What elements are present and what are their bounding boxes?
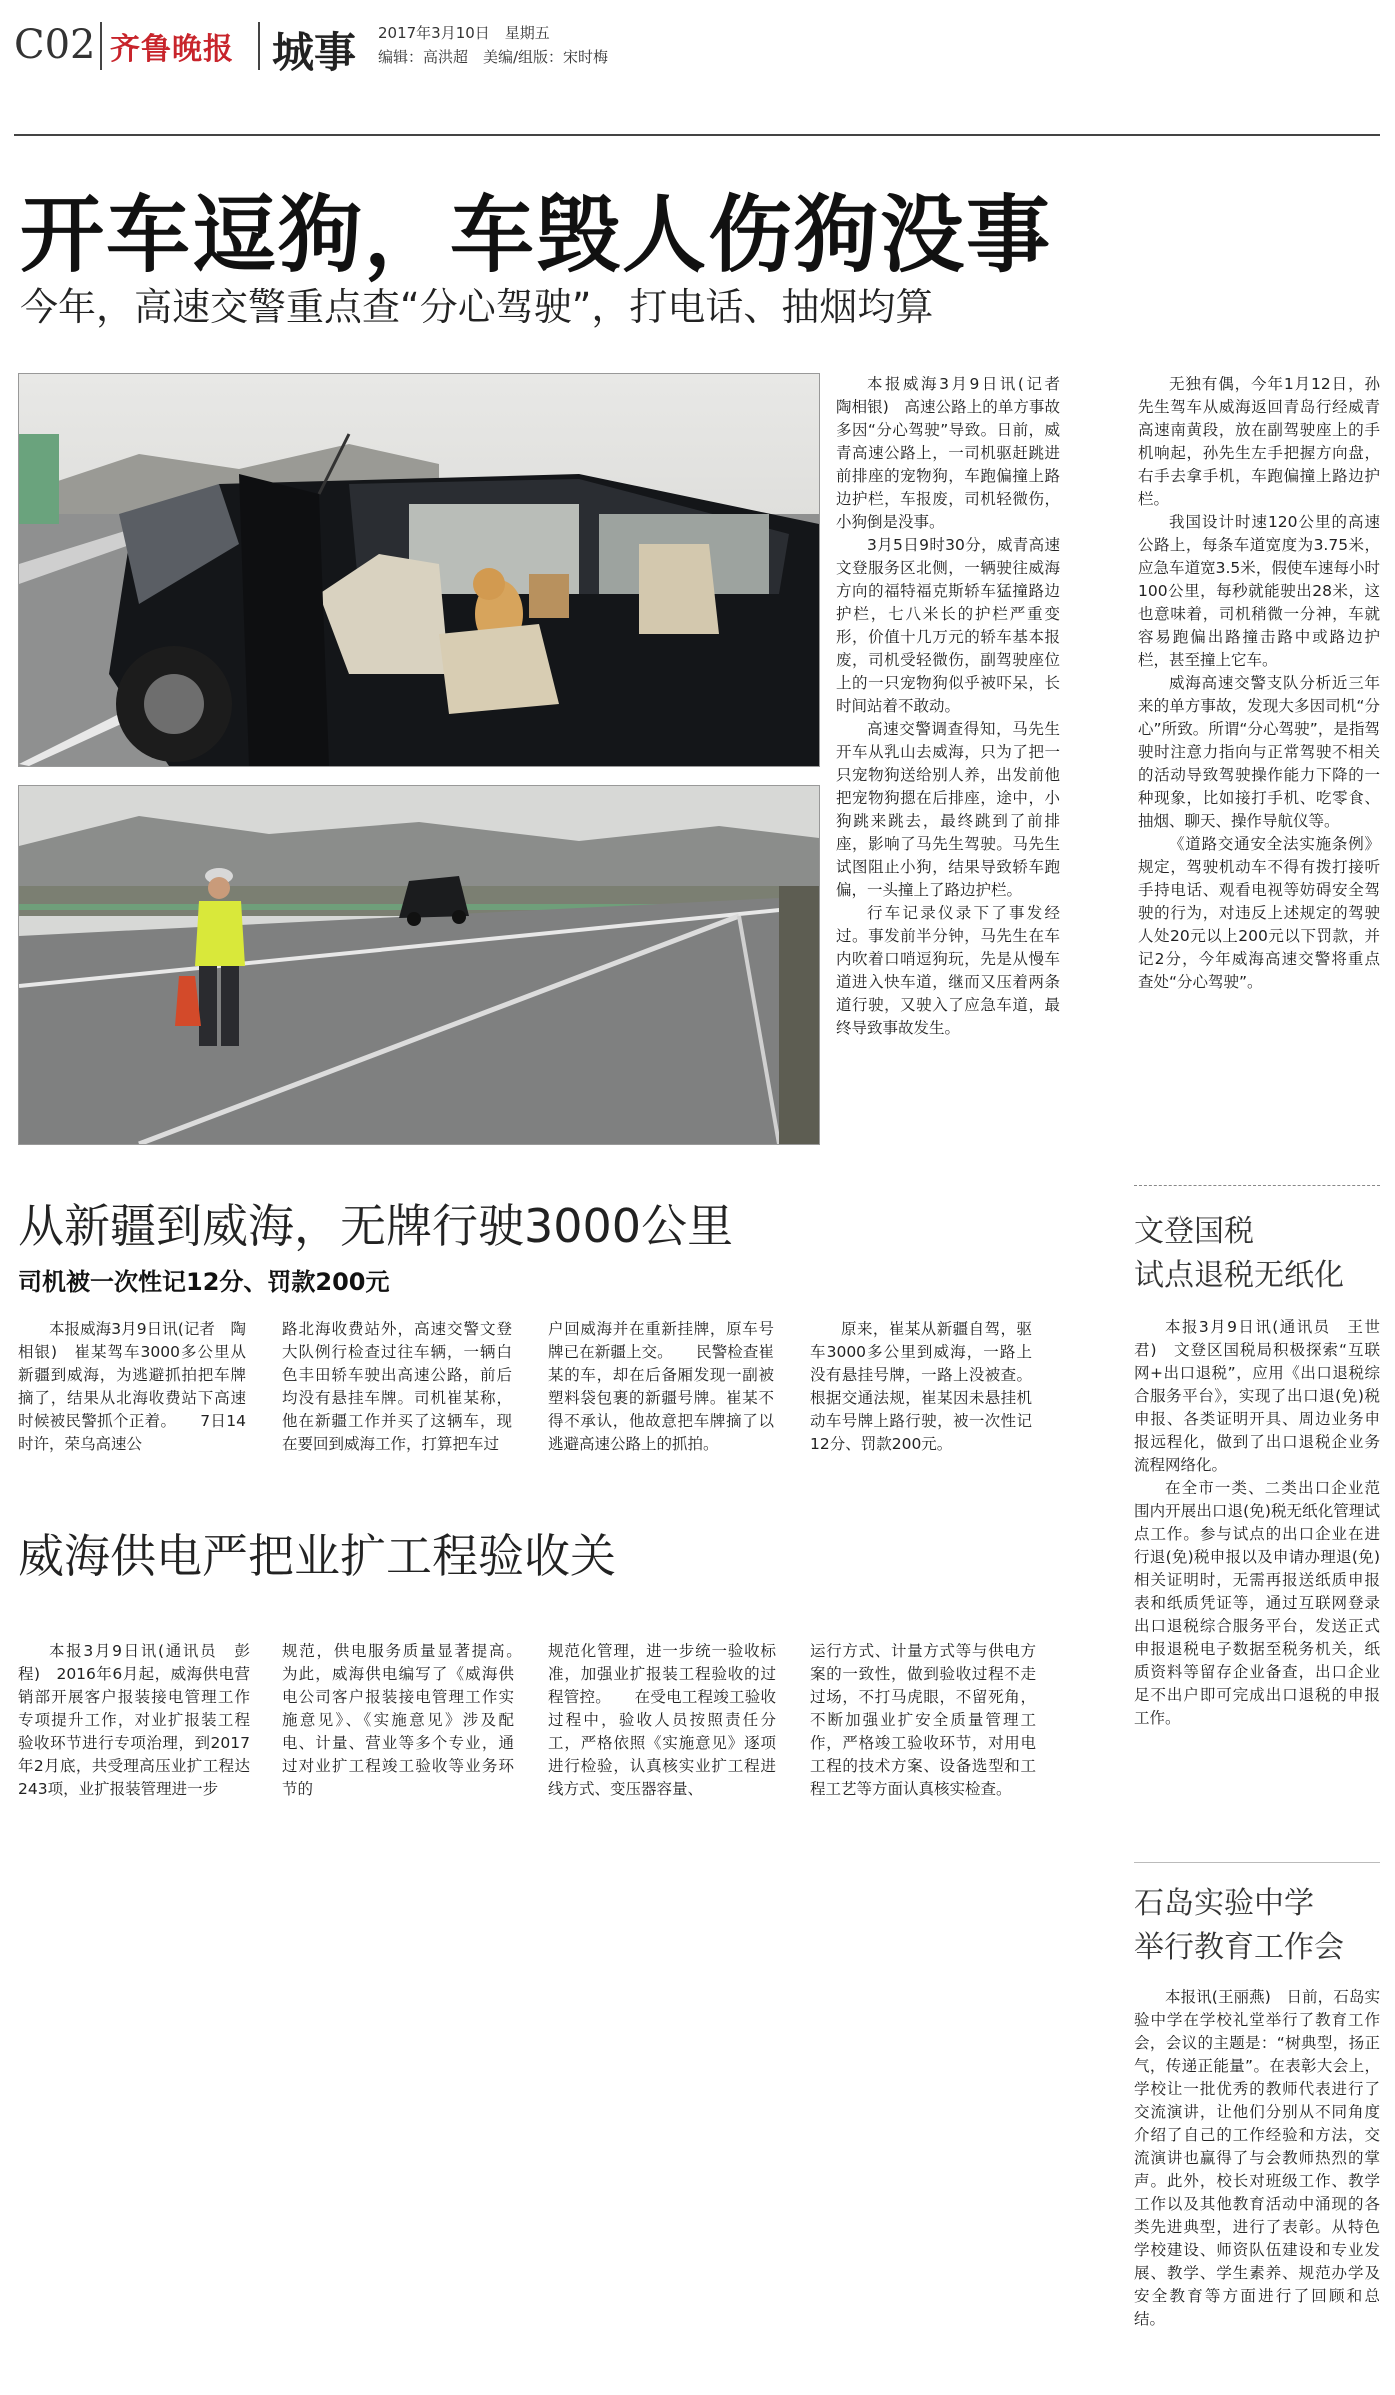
article-paragraph: 《道路交通安全法实施条例》规定，驾驶机动车不得有拨打接听手持电话、观看电视等妨碍安全驾驶的行为，对违反上述规定的驾驶人处20元以上200元以下罚款，并记2分，今年威海高速交警将重点查处“分心驾驶”。 [1138, 835, 1380, 991]
article-column [18, 1318, 246, 1456]
photo-crashed-car [18, 373, 820, 767]
article2-subheadline: 司机被一次性记12分、罚款200元 [18, 1268, 390, 1296]
header-divider [258, 22, 260, 70]
page-number: C02 [14, 22, 96, 68]
article-column [836, 373, 1076, 1040]
headline: 开车逗狗，车毁人伤狗没事 [20, 186, 1053, 284]
sidebar-headline: 文登国税 试点退税无纸化 [1134, 1214, 1344, 1293]
highway-scene-illustration [19, 786, 819, 1144]
header-rule [14, 134, 1380, 136]
article-paragraph: 运行方式、计量方式等与供电方案的一致性，做到验收过程不走过场，不打马虎眼，不留死角，不断加强业扩安全质量管理工作，严格竣工验收环节，对用电工程的技术方案、设备选型和工程工艺等方面认真核实检查。 [810, 1642, 1036, 1798]
article-paragraph: 3月5日9时30分，威青高速文登服务区北侧，一辆驶往威海方向的福特福克斯轿车猛撞路边护栏，七八米长的护栏严重变形，价值十几万元的轿车基本报废，司机受轻微伤，副驾驶座位上的一只宠物狗似乎被吓呆，长时间站着不敢动。 [836, 536, 1060, 715]
article-paragraph: 我国设计时速120公里的高速公路上，每条车道宽度为3.75米，应急车道宽3.5米，假使车速每小时100公里，每秒就能驶出28米，这也意味着，司机稍微一分神，车就容易跑偏出路撞击路中或路边护栏，甚至撞上它车。 [1138, 513, 1380, 669]
crashed-car-illustration [19, 374, 819, 766]
sidebar-divider [1134, 1185, 1380, 1186]
article-paragraph: 行车记录仪录下了事发经过。事发前半分钟，马先生在车内吹着口哨逗狗玩，先是从慢车道进入快车道，继而又压着两条道行驶，又驶入了应急车道，最终导致事故发生。 [836, 904, 1060, 1037]
article-paragraph: 本报3月9日讯(通讯员 彭程) 2016年6月起，威海供电营销部开展客户报装接电管理工作专项提升工作，对业扩报装工程验收环节进行专项治理，到2017年2月底，共受理高压业扩工程达243项，业扩报装管理进一步 [18, 1642, 250, 1798]
masthead-logo: 齐鲁晚报 [110, 32, 234, 67]
section-title: 城事 [272, 28, 357, 77]
article-column [282, 1640, 546, 1801]
article-paragraph: 规范化管理，进一步统一验收标准，加强业扩报装工程验收的过程管控。 在受电工程竣工验收过程中，验收人员按照责任分工，严格依照《实施意见》逐项进行检验，认真核实业扩工程进线方式、变压器容量、 [548, 1642, 776, 1798]
article-paragraph: 威海高速交警支队分析近三年来的单方事故，发现大多因司机“分心”所致。所谓“分心驾驶”，是指驾驶时注意力指向与正常驾驶不相关的活动导致驾驶操作能力下降的一种现象，比如接打手机、吃零食、抽烟、聊天、操作导航仪等。 [1138, 674, 1380, 830]
article-paragraph: 本报威海3月9日讯(记者 陶相银) 崔某驾车3000多公里从新疆到威海，为逃避抓拍把车牌摘了，结果从北海收费站下高速时候被民警抓个正着。 7日14时许，荣乌高速公 [18, 1320, 246, 1453]
subheadline: 今年，高速交警重点查“分心驾驶”，打电话、抽烟均算 [20, 285, 934, 329]
article-paragraph: 规范，供电服务质量显著提高。 为此，威海供电编写了《威海供电公司客户报装接电管理工作实施意见》、《实施意见》涉及配电、计量、营业等多个专业，通过对业扩工程竣工验收等业务环节的 [282, 1642, 546, 1798]
photo-traffic-police [18, 785, 820, 1145]
header-divider [100, 22, 102, 70]
article-paragraph: 本报威海3月9日讯(记者 陶相银) 高速公路上的单方事故多因“分心驾驶”导致。日前，威青高速公路上，一司机驱赶跳进前排座的宠物狗，车跑偏撞上路边护栏，车报废，司机轻微伤，小狗倒是没事。 [836, 375, 1076, 531]
sidebar-divider [1134, 1862, 1380, 1863]
issue-date: 2017年3月10日 星期五 [378, 24, 550, 42]
article-column [548, 1640, 776, 1801]
article2-headline: 从新疆到威海，无牌行驶3000公里 [18, 1199, 734, 1253]
article-column [548, 1318, 774, 1456]
sidebar-article [1134, 1986, 1380, 2331]
article-paragraph: 原来，崔某从新疆自驾，驱车3000多公里到威海，一路上没有悬挂号牌，一路上没被查。根据交通法规，崔某因未悬挂机动车号牌上路行驶，被一次性记12分、罚款200元。 [810, 1320, 1032, 1453]
article-paragraph: 路北海收费站外，高速交警文登大队例行检查过往车辆，一辆白色丰田轿车驶出高速公路，前后均没有悬挂车牌。司机崔某称，他在新疆工作并买了这辆车，现在要回到威海工作，打算把车过 [282, 1320, 512, 1453]
article-paragraph: 在全市一类、二类出口企业范围内开展出口退(免)税无纸化管理试点工作。参与试点的出口企业在进行退(免)税申报以及申请办理退(免)相关证明时，无需再报送纸质申报表和纸质凭证等，通过互联网登录出口退税综合服务平台，发送正式申报退税电子数据至税务机关，纸质资料等留存企业备查，出口企业足不出户即可完成出口退税的申报工作。 [1134, 1479, 1380, 1727]
article3-headline: 威海供电严把业扩工程验收关 [18, 1529, 616, 1583]
article-paragraph: 本报3月9日讯(通讯员 王世君) 文登区国税局积极探索“互联网+出口退税”，应用《出口退税综合服务平台》，实现了出口退(免)税申报、各类证明开具、周边业务申报远程化，做到了出口退税企业务流程网络化。 [1134, 1318, 1380, 1474]
article-column [282, 1318, 512, 1456]
article-paragraph: 高速交警调查得知，马先生开车从乳山去威海，只为了把一只宠物狗送给别人养，出发前他把宠物狗摁在后排座，途中，小狗跳来跳去，最终跳到了前排座，影响了马先生驾驶。马先生试图阻止小狗，结果导致轿车跑偏，一头撞上了路边护栏。 [836, 720, 1060, 899]
article-column [18, 1640, 250, 1801]
article-column [810, 1318, 1032, 1456]
article-paragraph: 户回威海并在重新挂牌，原车号牌已在新疆上交。 民警检查崔某的车，却在后备厢发现一副被塑料袋包裹的新疆号牌。崔某不得不承认，他故意把车牌摘了以逃避高速公路上的抓拍。 [548, 1320, 774, 1453]
article-paragraph: 本报讯(王丽燕) 日前，石岛实验中学在学校礼堂举行了教育工作会，会议的主题是：“树典型，扬正气，传递正能量”。在表彰大会上，学校让一批优秀的教师代表进行了交流演讲，让他们分别从不同角度介绍了自己的工作经验和方法，交流演讲也赢得了与会教师热烈的掌声。此外，校长对班级工作、教学工作以及其他教育活动中涌现的各类先进典型，进行了表彰。从特色学校建设、师资队伍建设和专业发展、教学、学生素养、规范办学及安全教育等方面进行了回顾和总结。 [1134, 1988, 1380, 2328]
editor-credits: 编辑：高洪超 美编/组版：宋时梅 [378, 48, 609, 66]
article-paragraph: 无独有偶，今年1月12日，孙先生驾车从威海返回青岛行经威青高速南黄段，放在副驾驶座上的手机响起，孙先生左手把握方向盘，右手去拿手机，车跑偏撞上路边护栏。 [1138, 375, 1380, 508]
article-column [810, 1640, 1036, 1801]
sidebar-headline: 石岛实验中学 举行教育工作会 [1134, 1886, 1344, 1965]
sidebar-article [1134, 1316, 1380, 1730]
article-column [1138, 373, 1380, 994]
